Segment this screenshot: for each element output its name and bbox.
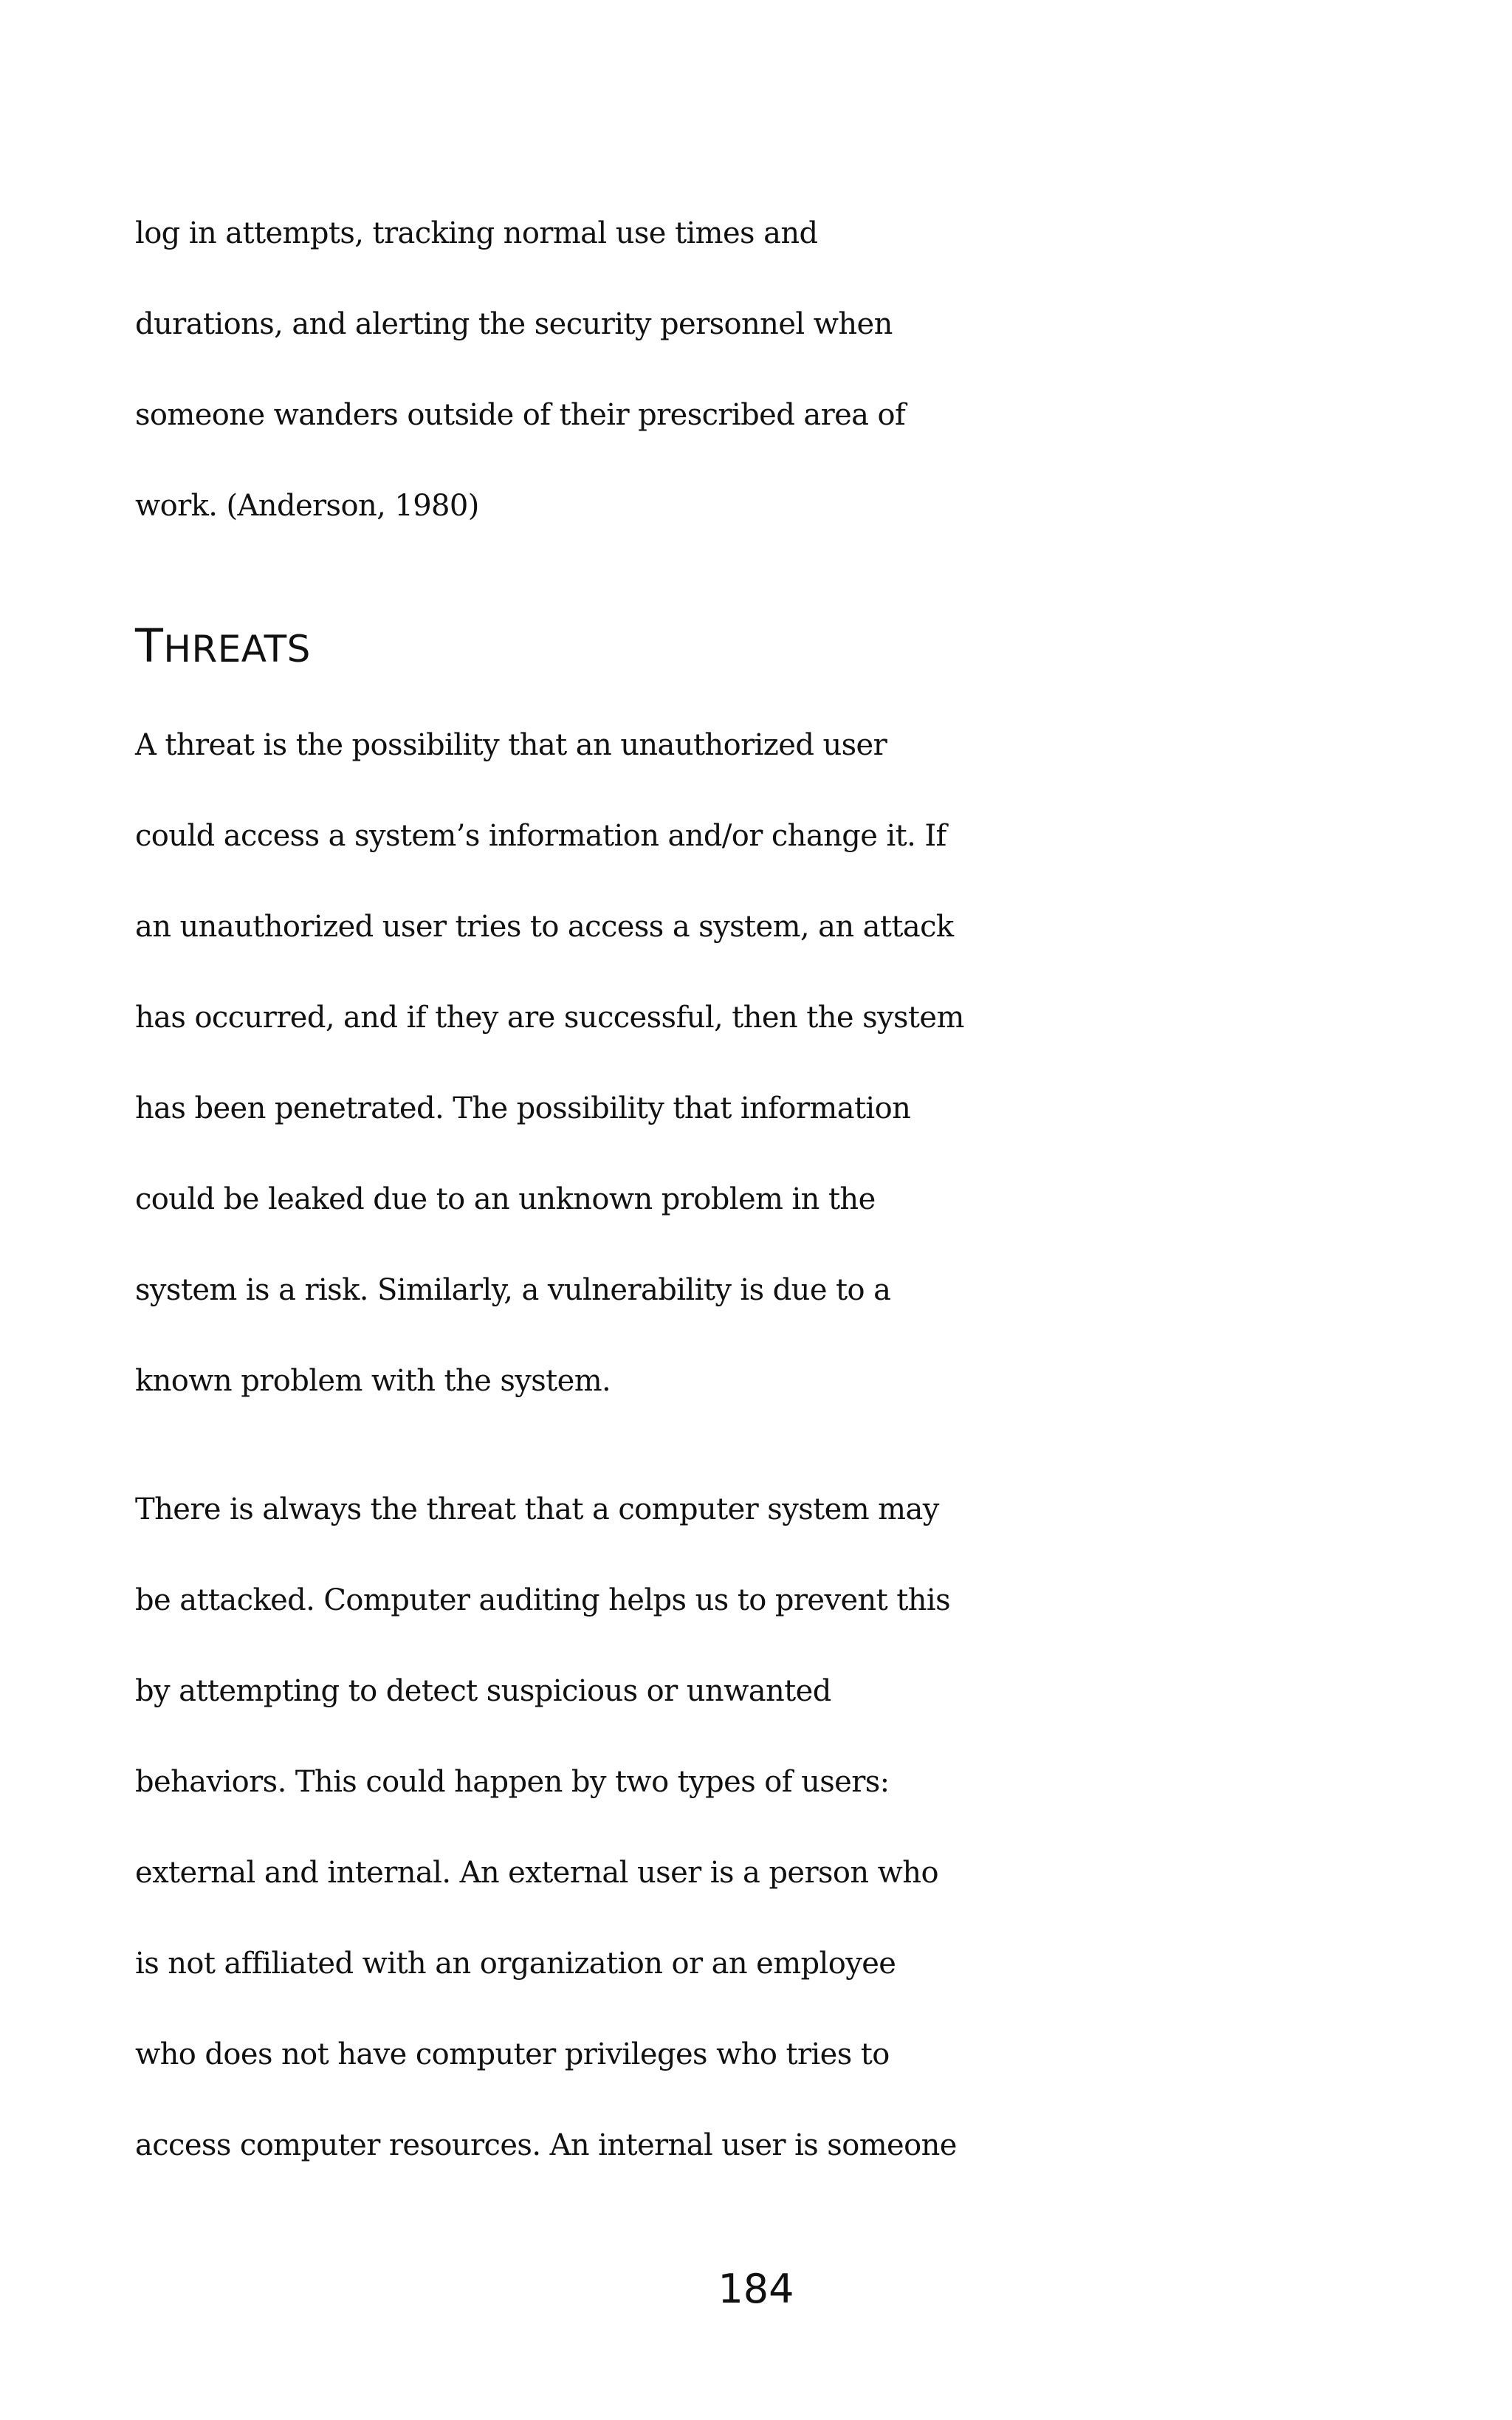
text-line: work. (Anderson, 1980) xyxy=(135,489,479,523)
paragraph-threat-definition xyxy=(135,700,1390,1427)
text-line: has been penetrated. The possibility that information xyxy=(135,1091,911,1125)
text-line: has occurred, and if they are successful, then the system xyxy=(135,1001,964,1035)
heading-small-caps: HREATS xyxy=(163,628,311,671)
text-line: system is a risk. Similarly, a vulnerability is due to a xyxy=(135,1273,891,1307)
text-line: behaviors. This could happen by two types of users: xyxy=(135,1765,890,1799)
text-line: is not affiliated with an organization or an employee xyxy=(135,1947,896,1981)
text-line: someone wanders outside of their prescribed area of xyxy=(135,398,906,432)
text-line: durations, and alerting the security personnel when xyxy=(135,307,893,341)
text-line: could access a system’s information and/or change it. If xyxy=(135,819,946,853)
text-line: could be leaked due to an unknown problem in the xyxy=(135,1182,876,1216)
paragraph-computer-auditing xyxy=(135,1464,1390,2191)
text-line: A threat is the possibility that an unauthorized user xyxy=(135,728,887,762)
text-line: log in attempts, tracking normal use times and xyxy=(135,216,818,250)
heading-initial: T xyxy=(135,619,164,673)
text-line: who does not have computer privileges who tries to xyxy=(135,2037,890,2071)
page-number: 184 xyxy=(718,2266,794,2312)
text-line: be attacked. Computer auditing helps us to prevent this xyxy=(135,1583,951,1617)
text-line: access computer resources. An internal user is someone xyxy=(135,2128,957,2162)
text-line: an unauthorized user tries to access a system, an attack xyxy=(135,910,954,944)
section-heading-threats xyxy=(135,613,311,682)
text-line: by attempting to detect suspicious or unwanted xyxy=(135,1674,831,1708)
text-line: external and internal. An external user is a person who xyxy=(135,1856,938,1890)
text-line: There is always the threat that a computer system may xyxy=(135,1492,939,1526)
paragraph-anderson-continuation xyxy=(135,188,1390,552)
text-line: known problem with the system. xyxy=(135,1364,611,1398)
